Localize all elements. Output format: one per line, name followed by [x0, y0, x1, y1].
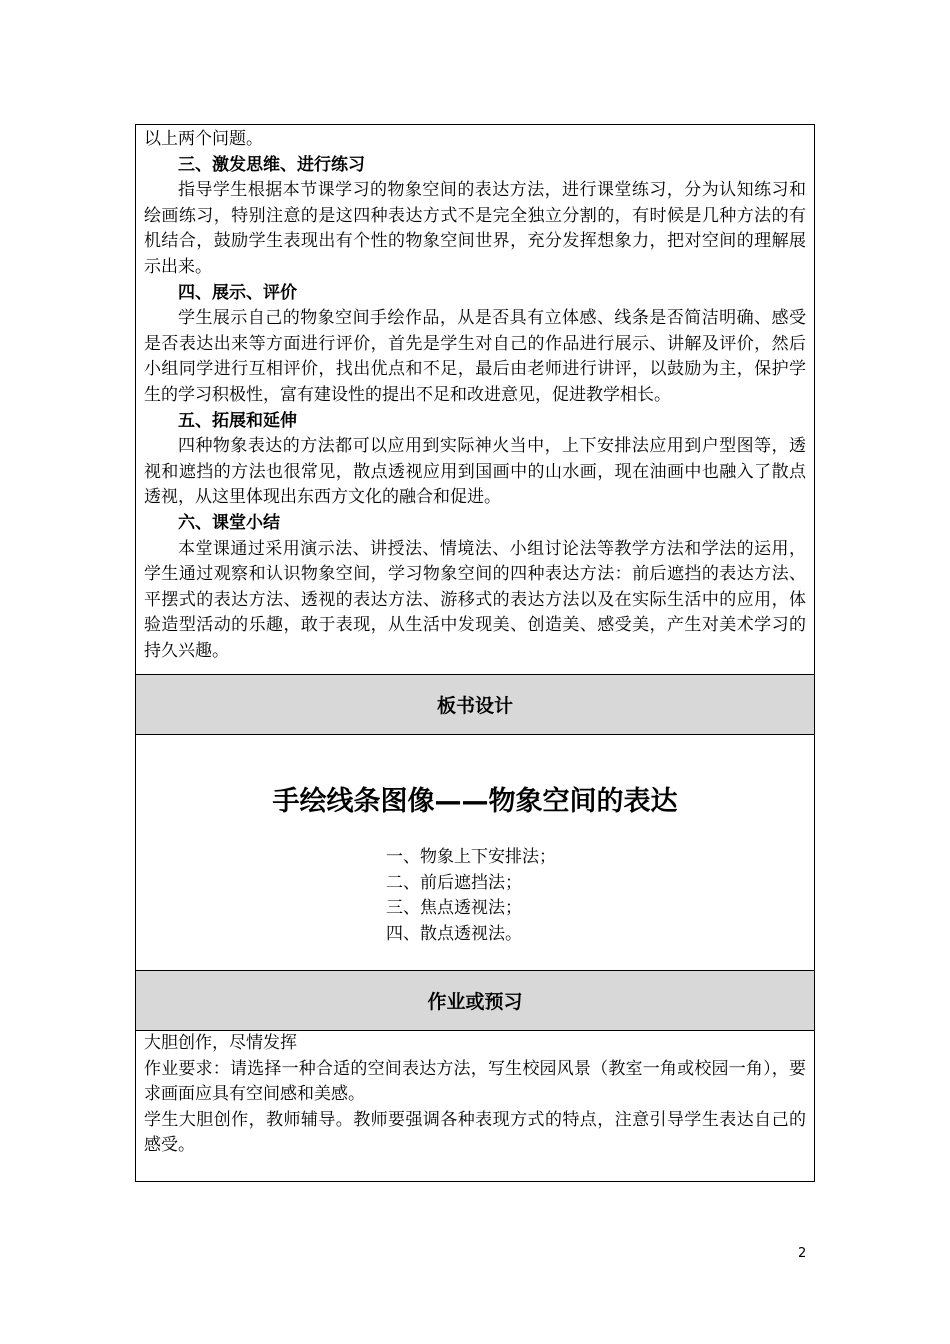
board-title: 手绘线条图像——物象空间的表达: [272, 786, 678, 817]
section6-text: 本堂课通过采用演示法、讲授法、情境法、小组讨论法等教学方法和学法的运用，学生通过观察和认识物象空间，学习物象空间的四种表达方法：前后遮挡的表达方法、平摆式的表达方法、透视的表达方法、游移式的表达方法以及在实际生活中的应用，体验造型活动的乐趣，敢于表现，从生活中发现美、创造美、感受美，产生对美术学习的持久兴趣。: [144, 538, 806, 661]
board-item-4: 四、散点透视法。: [386, 923, 522, 944]
lesson-plan-table: [135, 124, 815, 1182]
section3-heading: 三、激发思维、进行练习: [178, 154, 365, 175]
board-design-header-label: 板书设计: [436, 695, 513, 717]
homework-line-2: 作业要求：请选择一种合适的空间表达方法，写生校园风景（教室一角或校园一角），要求画面应具有空间感和美感。: [144, 1058, 806, 1105]
board-item-3: 三、焦点透视法；: [386, 898, 522, 918]
continuation-text: 以上两个问题。: [144, 129, 263, 149]
homework-line-3: 学生大胆创作，教师辅导。教师要强调各种表现方式的特点，注意引导学生表达自己的感受。: [144, 1109, 806, 1156]
board-item-2: 二、前后遮挡法；: [386, 872, 522, 893]
teaching-process-cell: [136, 125, 814, 675]
section4-heading: 四、展示、评价: [178, 282, 297, 303]
section5-text: 四种物象表达的方法都可以应用到实际神火当中，上下安排法应用到户型图等，透视和遮挡的方法也很常见，散点透视应用到国画中的山水画，现在油画中也融入了散点透视，从这里体现出东西方文化的融合和促进。: [144, 436, 806, 508]
section6-heading: 六、课堂小结: [178, 512, 280, 533]
board-design-header: [136, 675, 814, 735]
page-number: 2: [798, 1246, 807, 1261]
homework-line-1: 大胆创作，尽情发挥: [144, 1033, 297, 1053]
board-item-1: 一、物象上下安排法；: [386, 847, 556, 867]
homework-cell: [136, 1031, 814, 1181]
section3-text: 指导学生根据本节课学习的物象空间的表达方法，进行课堂练习，分为认知练习和绘画练习，特别注意的是这四种表达方式不是完全独立分割的，有时候是几种方法的有机结合，鼓励学生表现出有个性的物象空间世界，充分发挥想象力，把对空间的理解展示出来。: [144, 180, 806, 277]
board-list: [386, 845, 556, 947]
homework-header: [136, 971, 814, 1031]
section5-heading: 五、拓展和延伸: [178, 410, 297, 431]
section4-text: 学生展示自己的物象空间手绘作品，从是否具有立体感、线条是否简洁明确、感受是否表达出来等方面进行评价，首先是学生对自己的作品进行展示、讲解及评价，然后小组同学进行互相评价，找出优点和不足，最后由老师进行讲评，以鼓励为主，保护学生的学习积极性，富有建设性的提出不足和改进意见，促进教学相长。: [144, 308, 806, 405]
board-design-cell: [136, 735, 814, 971]
homework-header-label: 作业或预习: [427, 991, 523, 1013]
